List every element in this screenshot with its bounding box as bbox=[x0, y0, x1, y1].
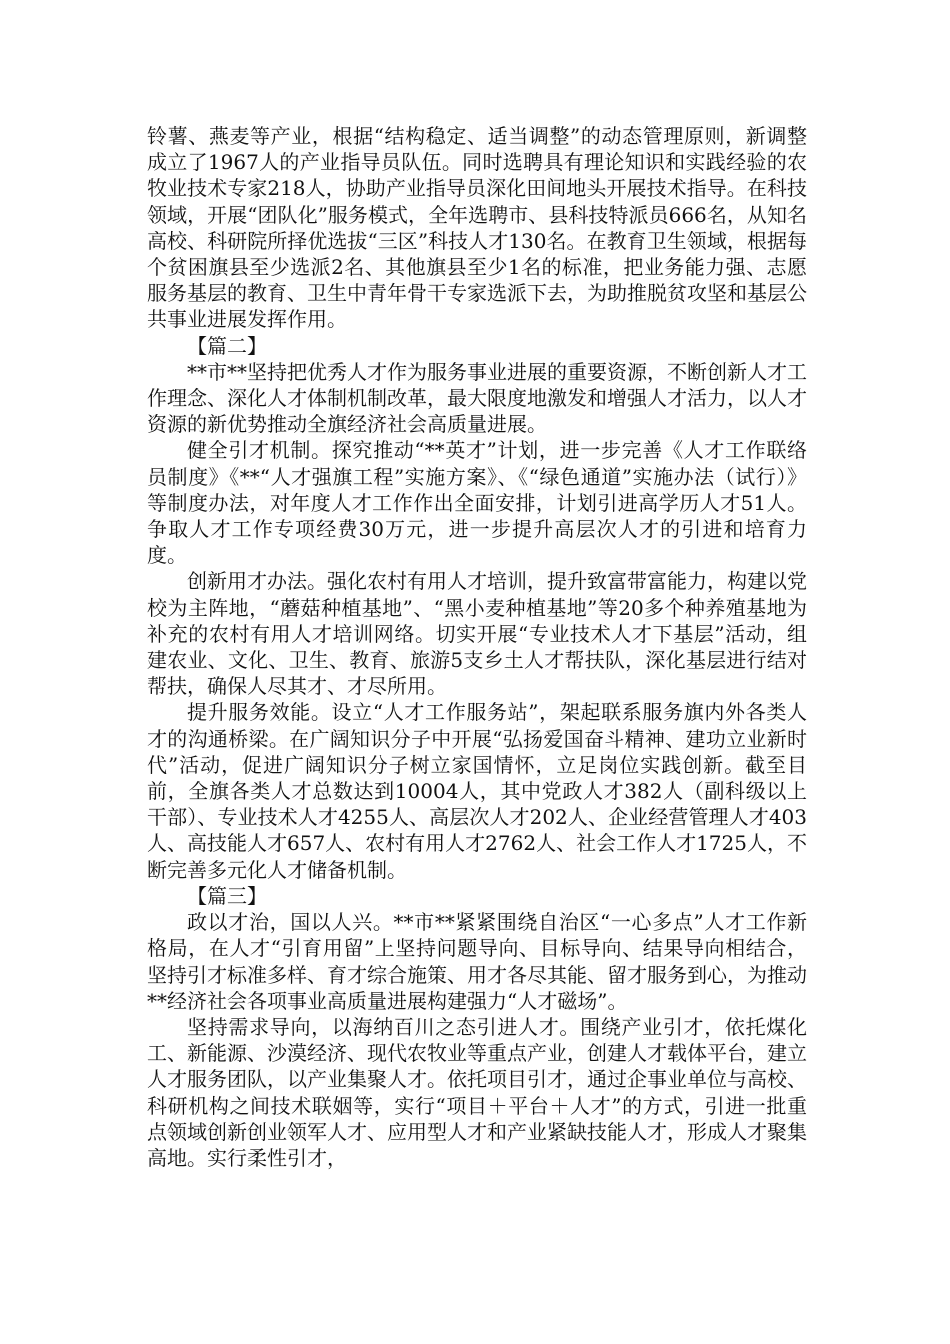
paragraph: 健全引才机制。探究推动“**英才”计划，进一步完善《人才工作联络员制度》《**“人才强旗工程”实施方案》、《“绿色通道”实施办法（试行）》等制度办法，对年度人才工作作出全面安排，计划引进高学历人才51人。争取人才工作专项经费30万元，进一步提升高层次人才的引进和培育力度。 bbox=[147, 438, 807, 568]
section-heading-part-two: 【篇二】 bbox=[187, 333, 267, 358]
document-body bbox=[147, 123, 807, 1171]
section-heading-part-three: 【篇三】 bbox=[187, 883, 267, 908]
paragraph-continued: 铃薯、燕麦等产业，根据“结构稳定、适当调整”的动态管理原则，新调整成立了1967人的产业指导员队伍。同时选聘具有理论知识和实践经验的农牧业技术专家218人，协助产业指导员深化田间地头开展技术指导。在科技领域，开展“团队化”服务模式，全年选聘市、县科技特派员666名，从知名高校、科研院所择优选拔“三区”科技人才130名。在教育卫生领域，根据每个贫困旗县至少选派2名、其他旗县至少1名的标准，把业务能力强、志愿服务基层的教育、卫生中青年骨干专家选派下去，为助推脱贫攻坚和基层公共事业进展发挥作用。 bbox=[147, 124, 807, 332]
paragraph: 政以才治，国以人兴。**市**紧紧围绕自治区“一心多点”人才工作新格局，在人才“引育用留”上坚持问题导向、目标导向、结果导向相结合，坚持引才标准多样、育才综合施策、用才各尽其能、留才服务到心，为推动**经济社会各项事业高质量进展构建强力“人才磁场”。 bbox=[147, 910, 807, 1013]
paragraph: 创新用才办法。强化农村有用人才培训，提升致富带富能力，构建以党校为主阵地，“蘑菇种植基地”、“黑小麦种植基地”等20多个种养殖基地为补充的农村有用人才培训网络。切实开展“专业技术人才下基层”活动，组建农业、文化、卫生、教育、旅游5支乡土人才帮扶队，深化基层进行结对帮扶，确保人尽其才、才尽所用。 bbox=[147, 569, 807, 699]
paragraph: **市**坚持把优秀人才作为服务事业进展的重要资源，不断创新人才工作理念、深化人才体制机制改革，最大限度地激发和增强人才活力，以人才资源的新优势推动全旗经济社会高质量进展。 bbox=[147, 359, 807, 437]
paragraph: 坚持需求导向，以海纳百川之态引进人才。围绕产业引才，依托煤化工、新能源、沙漠经济、现代农牧业等重点产业，创建人才载体平台，建立人才服务团队，以产业集聚人才。依托项目引才，通过企事业单位与高校、科研机构之间技术联姻等，实行“项目＋平台＋人才”的方式，引进一批重点领域创新创业领军人才、应用型人才和产业紧缺技能人才，形成人才聚集高地。实行柔性引才， bbox=[147, 1014, 807, 1170]
paragraph: 提升服务效能。设立“人才工作服务站”，架起联系服务旗内外各类人才的沟通桥梁。在广阔知识分子中开展“弘扬爱国奋斗精神、建功立业新时代”活动，促进广阔知识分子树立家国情怀，立足岗位实践创新。截至目前，全旗各类人才总数达到10004人，其中党政人才382人（副科级以上干部）、专业技术人才4255人、高层次人才202人、企业经营管理人才403人、高技能人才657人、农村有用人才2762人、社会工作人才1725人，不断完善多元化人才储备机制。 bbox=[147, 700, 807, 882]
